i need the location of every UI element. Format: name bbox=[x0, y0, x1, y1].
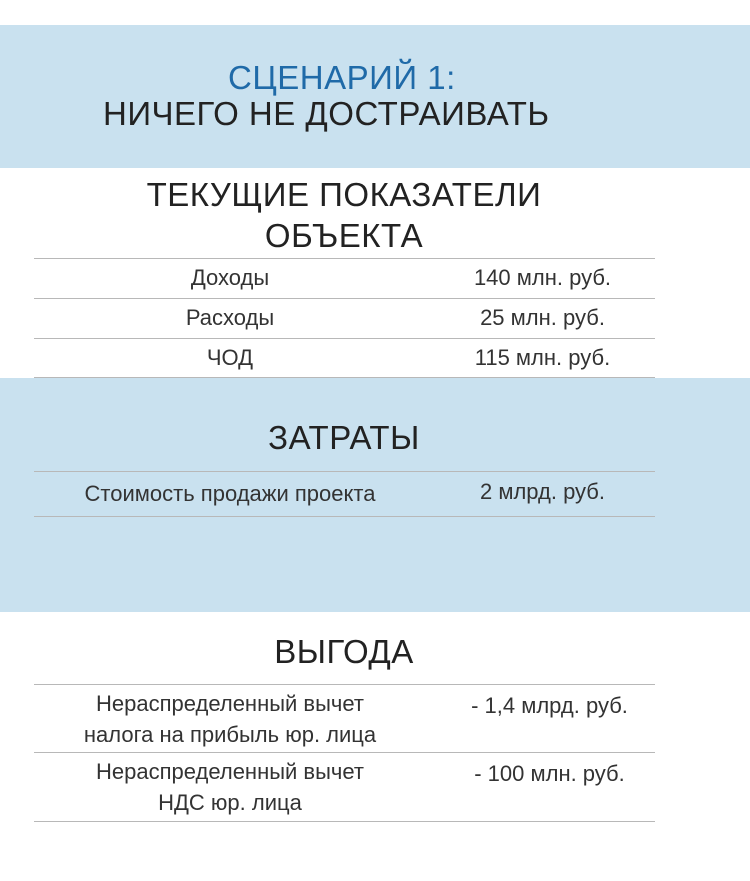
row-label-line2: налога на прибыль юр. лица bbox=[83, 722, 377, 747]
row-label: ЧОД bbox=[206, 345, 254, 370]
divider bbox=[34, 516, 655, 517]
row-label-line1: Нераспределенный вычет bbox=[96, 691, 364, 716]
divider bbox=[34, 471, 655, 472]
divider bbox=[34, 752, 655, 753]
divider bbox=[34, 377, 655, 378]
divider bbox=[34, 298, 655, 299]
scenario-header bbox=[0, 25, 750, 168]
scenario-subtitle: НИЧЕГО НЕ ДОСТРАИВАТЬ bbox=[103, 95, 550, 132]
row-label: Стоимость продажи проекта bbox=[84, 481, 376, 506]
row-label: Доходы bbox=[190, 265, 270, 290]
row-value: - 100 млн. руб. bbox=[474, 761, 625, 786]
row-value: - 1,4 млрд. руб. bbox=[471, 693, 628, 718]
row-value: 115 млн. руб. bbox=[474, 345, 611, 370]
row-label-line1: Нераспределенный вычет bbox=[96, 759, 364, 784]
divider bbox=[34, 338, 655, 339]
row-value: 2 млрд. руб. bbox=[479, 479, 606, 504]
scenario-title: СЦЕНАРИЙ 1: bbox=[228, 59, 456, 96]
row-label-line2: НДС юр. лица bbox=[158, 790, 302, 815]
divider bbox=[34, 258, 655, 259]
row-value: 25 млн. руб. bbox=[480, 305, 605, 330]
row-label: Расходы bbox=[185, 305, 275, 330]
row-value: 140 млн. руб. bbox=[473, 265, 612, 290]
current-indicators-title-line2: ОБЪЕКТА bbox=[264, 217, 424, 254]
current-indicators-title-line1: ТЕКУЩИЕ ПОКАЗАТЕЛИ bbox=[146, 176, 542, 213]
benefit-title: ВЫГОДА bbox=[274, 633, 414, 670]
divider bbox=[34, 821, 655, 822]
costs-title: ЗАТРАТЫ bbox=[268, 419, 420, 456]
divider bbox=[34, 684, 655, 685]
